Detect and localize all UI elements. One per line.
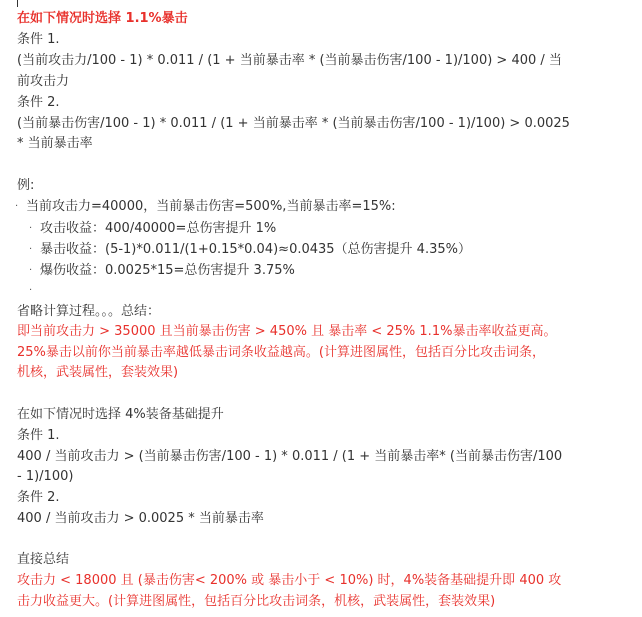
bullet-icon: · [29, 244, 33, 255]
summary1-text: 即当前攻击力 > 35000 且当前暴击伤害 > 450% 且 暴击率 < 25% 1.1%暴击率收益更高。 [17, 324, 557, 339]
bullet-icon: · [29, 223, 33, 234]
section2-cond2-formula: 400 / 当前攻击力 > 0.0025 * 当前暴击率 [17, 511, 264, 526]
summary2-text: 攻击力 < 18000 且 (暴击伤害< 200% 或 暴击小于 < 10%) 时，4%装备基础提升即 400 攻 [17, 573, 562, 588]
section1-cond2-label: 条件 2. [17, 95, 60, 110]
summary1-intro: 省略计算过程。。。总结： [17, 304, 161, 319]
example-label: 例: [17, 178, 35, 193]
section1-cond1-formula-cont: 前攻击力 [17, 74, 70, 89]
section1-cond2-formula-cont: * 当前暴击率 [17, 136, 93, 151]
section1-cond2-formula: (当前暴击伤害/100 - 1) * 0.011 / (1 + 当前暴击率 * (当前暴击伤害/100 - 1)/100) > 0.0025 [17, 116, 570, 131]
section2-cond1-formula-cont: - 1)/100) [17, 469, 74, 484]
section2-cond1-formula: 400 / 当前攻击力 > (当前暴击伤害/100 - 1) * 0.011 / (1 + 当前暴击率* (当前暴击伤害/100 [17, 449, 563, 464]
example-given: 当前攻击力=40000，当前暴击伤害=500%,当前暴击率=15%: [26, 199, 396, 214]
section2-cond1-label: 条件 1. [17, 428, 60, 443]
bullet-icon: · [15, 201, 19, 212]
example-item: 攻击收益：400/40000=总伤害提升 1% [40, 221, 277, 236]
section1-heading: 在如下情况时选择 1.1%暴击 [17, 11, 188, 26]
text-cursor [17, 0, 18, 7]
summary2-text-cont: 击力收益更大。(计算进图属性，包括百分比攻击词条，机核，武装属性，套装效果) [17, 594, 496, 609]
section2-heading: 在如下情况时选择 4%装备基础提升 [17, 407, 224, 422]
section1-cond1-formula: (当前攻击力/100 - 1) * 0.011 / (1 + 当前暴击率 * (当前暴击伤害/100 - 1)/100) > 400 / 当 [17, 53, 562, 68]
summary2-intro: 直接总结 [17, 552, 70, 567]
bullet-icon: · [29, 285, 33, 296]
section2-cond2-label: 条件 2. [17, 490, 60, 505]
summary1-text-cont: 25%暴击以前你当前暴击率越低暴击词条收益越高。(计算进图属性，包括百分比攻击词条， [17, 345, 545, 360]
example-item: 爆伤收益：0.0025*15=总伤害提升 3.75% [40, 263, 295, 278]
bullet-icon: · [29, 265, 33, 276]
section1-cond1-label: 条件 1. [17, 32, 60, 47]
summary1-text-cont: 机核，武装属性，套装效果) [17, 365, 179, 380]
example-item: 暴击收益：(5-1)*0.011/(1+0.15*0.04)≈0.0435（总伤害提升 4.35%） [40, 242, 471, 257]
